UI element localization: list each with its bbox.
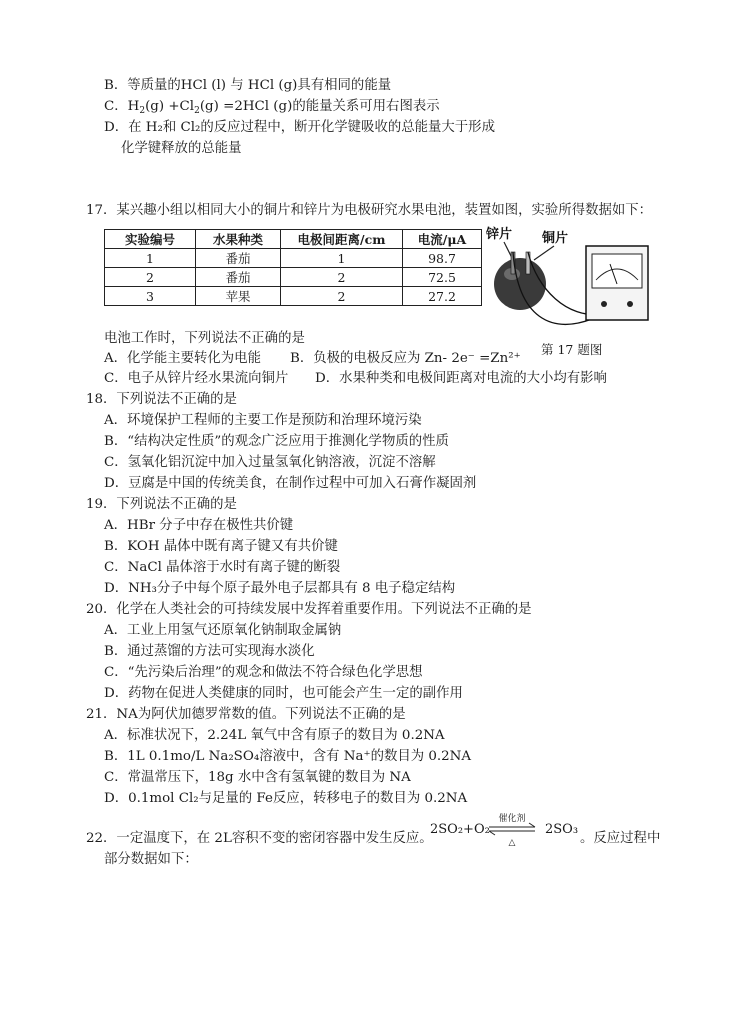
q18-option-d: D．豆腐是中国的传统美食，在制作过程中可加入石膏作凝固剂 — [104, 476, 477, 491]
q17-option-c: C．电子从锌片经水果流向铜片 — [104, 371, 289, 386]
table-cell: 2 — [281, 287, 403, 306]
q18-option-b: B．“结构决定性质”的观念广泛应用于推测化学物质的性质 — [104, 434, 449, 449]
q19-option-d: D．NH₃分子中每个原子最外电子层都具有 8 电子稳定结构 — [104, 581, 456, 596]
table-header: 水果种类 — [196, 230, 281, 249]
q16-option-b: B．等质量的HCl (l) 与 HCl (g)具有相同的能量 — [104, 78, 392, 93]
table-cell: 2 — [105, 268, 196, 287]
table-header: 电流/μA — [403, 230, 482, 249]
q18-stem: 18．下列说法不正确的是 — [86, 392, 237, 407]
q20-stem: 20．化学在人类社会的可持续发展中发挥着重要作用。下列说法不正确的是 — [86, 602, 532, 617]
q17-option-d: D．水果种类和电极间距离对电流的大小均有影响 — [315, 371, 607, 386]
figure-caption: 第 17 题图 — [541, 342, 603, 357]
q17-question: 电池工作时，下列说法不正确的是 — [104, 331, 305, 346]
q17-option-b: B．负极的电极反应为 Zn- 2e⁻ =Zn²⁺ — [290, 351, 521, 366]
table-cell: 27.2 — [403, 287, 482, 306]
q21-option-a: A．标准状况下，2.24L 氧气中含有原子的数目为 0.2NA — [104, 728, 445, 743]
q20-option-b: B．通过蒸馏的方法可实现海水淡化 — [104, 644, 315, 659]
q18-option-a: A．环境保护工程师的主要工作是预防和治理环境污染 — [104, 413, 422, 428]
fruit-battery-figure — [482, 224, 652, 336]
table-cell: 1 — [281, 249, 403, 268]
table-cell: 1 — [105, 249, 196, 268]
q16-option-d: D．在 H₂和 Cl₂的反应过程中，断开化学键吸收的总能量大于形成 — [104, 120, 495, 135]
q20-option-c: C．“先污染后治理”的观念和做法不符合绿色化学思想 — [104, 665, 423, 680]
q22-stem-tail: 。反应过程中 — [580, 831, 661, 846]
zinc-label: 锌片 — [486, 227, 513, 242]
equation-products: 2SO₃ — [545, 822, 579, 837]
q16-option-d-cont: 化学键释放的总能量 — [121, 141, 242, 156]
q20-option-d: D．药物在促进人类健康的同时，也可能会产生一定的副作用 — [104, 686, 463, 701]
table-cell: 3 — [105, 287, 196, 306]
table-row — [105, 287, 482, 306]
table-cell: 番茄 — [196, 268, 281, 287]
q22-line2: 部分数据如下： — [104, 852, 198, 867]
q17-option-a: A．化学能主要转化为电能 — [104, 351, 261, 366]
table-header-row — [105, 230, 482, 249]
q22-stem: 22．一定温度下，在 2L容积不变的密闭容器中发生反应。 — [86, 831, 433, 846]
fruit-icon — [494, 258, 546, 310]
q17-stem: 17．某兴趣小组以相同大小的铜片和锌片为电极研究水果电池，装置如图，实验所得数据如下： — [86, 203, 653, 218]
q21-option-c: C．常温常压下，18g 水中含有氢氧键的数目为 NA — [104, 770, 411, 785]
q21-option-b: B．1L 0.1mo/L Na₂SO₄溶液中，含有 Na⁺的数目为 0.2NA — [104, 749, 472, 764]
arrow-top-label: 催化剂 — [498, 814, 526, 824]
table-header: 实验编号 — [105, 230, 196, 249]
table-row — [105, 268, 482, 287]
reversible-arrow-icon — [486, 810, 538, 850]
table-row — [105, 249, 482, 268]
copper-label: 铜片 — [542, 231, 569, 246]
q19-option-b: B．KOH 晶体中既有离子键又有共价键 — [104, 539, 338, 554]
q21-option-d: D．0.1mol Cl₂与足量的 Fe反应，转移电子的数目为 0.2NA — [104, 791, 468, 806]
equation-reactants: 2SO₂+O₂ — [430, 822, 490, 837]
q17-data-table — [104, 229, 482, 306]
q16-option-c: C．$H_2(g) +Cl_2(g) =2HCl$ (g)的能量关系可用右图表示 — [104, 99, 440, 116]
q18-option-c: C．氢氧化铝沉淀中加入过量氢氧化钠溶液，沉淀不溶解 — [104, 455, 436, 470]
q19-option-c: C．NaCl 晶体溶于水时有离子键的断裂 — [104, 560, 341, 575]
q19-stem: 19．下列说法不正确的是 — [86, 497, 237, 512]
arrow-bottom-label: △ — [508, 838, 516, 848]
table-cell: 番茄 — [196, 249, 281, 268]
table-cell: 苹果 — [196, 287, 281, 306]
table-cell: 72.5 — [403, 268, 482, 287]
q19-option-a: A．HBr 分子中存在极性共价键 — [104, 518, 294, 533]
table-header: 电极间距离/cm — [281, 230, 403, 249]
table-cell: 98.7 — [403, 249, 482, 268]
q20-option-a: A．工业上用氢气还原氧化钠制取金属钠 — [104, 623, 342, 638]
q21-stem: 21．NA为阿伏加德罗常数的值。下列说法不正确的是 — [86, 707, 406, 722]
table-cell: 2 — [281, 268, 403, 287]
